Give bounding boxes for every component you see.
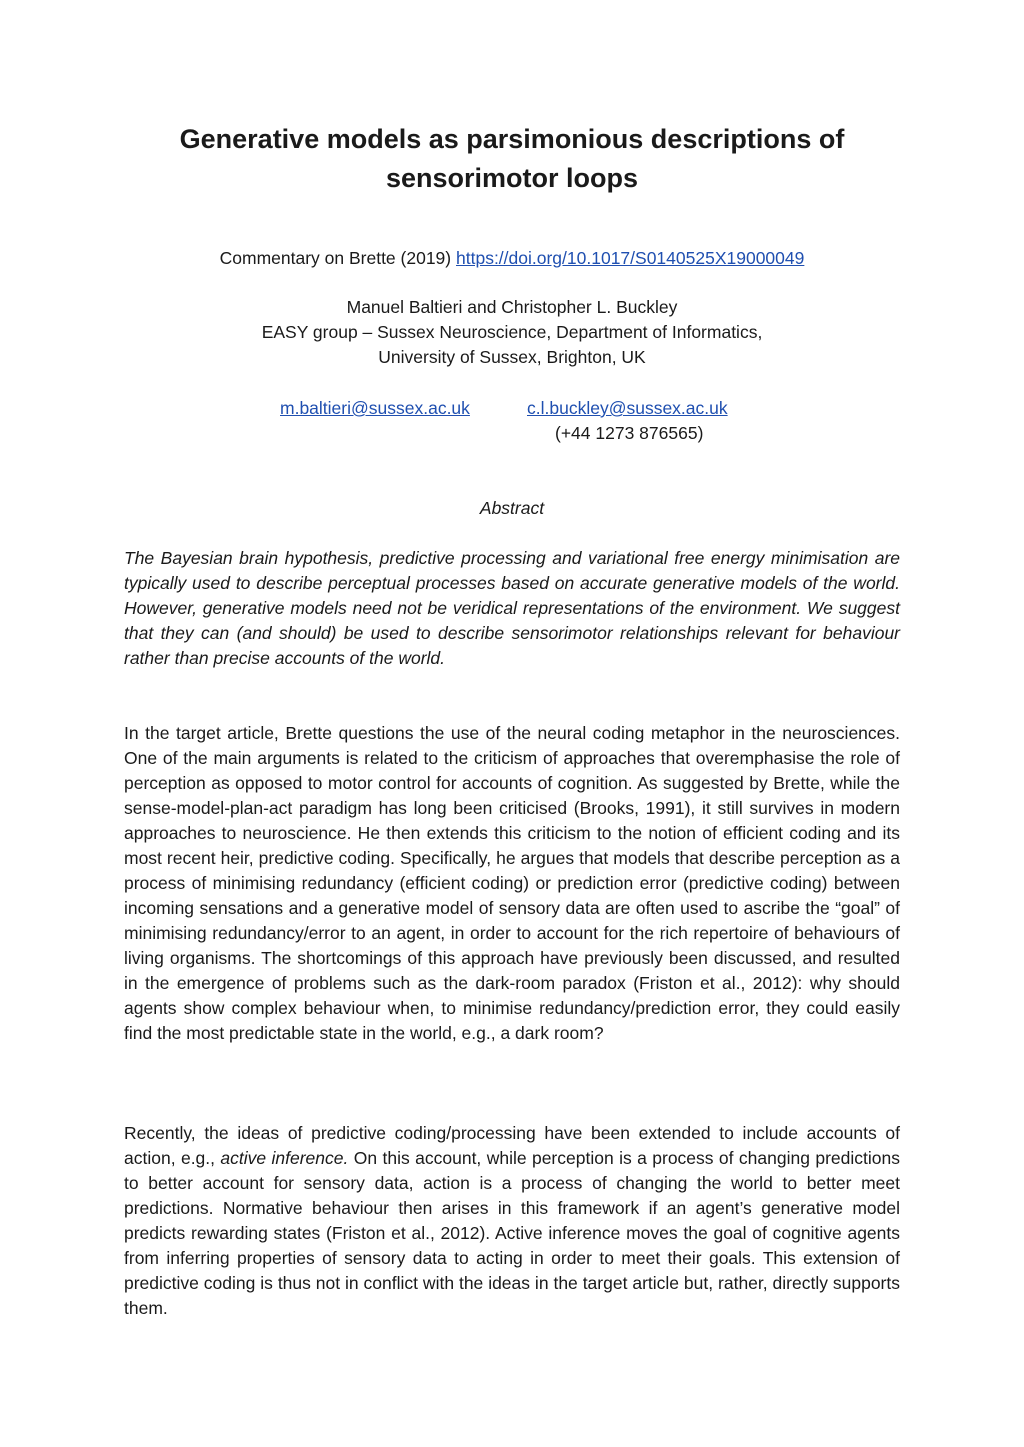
paragraph-2-text-b: On this account, while perception is a process of changing predictions to better account for sensory data, action is a process of changing the world to better meet predictions. Normative behaviour then arises in this framework if an agent’s generative model predicts rewarding states (Friston et al., 2012). Active inference moves the goal of cognitive agents from inferring properties of sensory data to acting in order to meet their goals. This extension of predictive coding is thus not in conflict with the ideas in the target article but, rather, directly supports them. — [124, 1148, 900, 1318]
affiliation-line-1: EASY group – Sussex Neuroscience, Department of Informatics, — [261, 322, 763, 342]
paragraph-2-text-a: Recently, the ideas of predictive coding/processing have been extended to include accounts of action, e.g., — [124, 1123, 900, 1168]
paper-title — [100, 120, 924, 198]
author-names: Manuel Baltieri and Christopher L. Buckley — [346, 297, 678, 317]
author-block — [100, 295, 924, 370]
email-baltieri-link[interactable]: m.baltieri@sussex.ac.uk — [280, 398, 470, 418]
commentary-prefix: Commentary on Brette (2019) — [219, 248, 452, 268]
body-paragraph-2 — [124, 1121, 900, 1321]
commentary-line — [100, 246, 924, 270]
abstract-text: The Bayesian brain hypothesis, predictive processing and variational free energy minimisation are typically used to describe perceptual processes based on accurate generative models of the world. However, generative models need not be veridical representations of the environment. We suggest that they can (and should) be used to describe sensorimotor relationships relevant for behaviour rather than precise accounts of the world. — [124, 548, 900, 668]
title-line-1: Generative models as parsimonious descriptions of — [179, 124, 845, 154]
abstract-heading: Abstract — [479, 498, 545, 518]
affiliation-line-2: University of Sussex, Brighton, UK — [378, 347, 646, 367]
email-buckley-link[interactable]: c.l.buckley@sussex.ac.uk — [527, 398, 728, 418]
paragraph-2-italic-term: active inference. — [220, 1148, 349, 1168]
title-line-2: sensorimotor loops — [385, 163, 639, 193]
phone-number: (+44 1273 876565) — [555, 423, 704, 443]
doi-link[interactable]: https://doi.org/10.1017/S0140525X19000049 — [456, 248, 805, 268]
body-paragraph-1: In the target article, Brette questions the use of the neural coding metaphor in the neurosciences. One of the main arguments is related to the criticism of approaches that overemphasise the role of perception as opposed to motor control for accounts of cognition. As suggested by Brette, while the sense-model-plan-act paradigm has long been criticised (Brooks, 1991), it still survives in modern approaches to neuroscience. He then extends this criticism to the notion of efficient coding and its most recent heir, predictive coding. Specifically, he argues that models that describe perception as a process of minimising redundancy (efficient coding) or prediction error (predictive coding) between incoming sensations and a generative model of sensory data are often used to ascribe the “goal” of minimising redundancy/error to an agent, in order to account for the rich repertoire of behaviours of living organisms. The shortcomings of this approach have previously been discussed, and resulted in the emergence of problems such as the dark-room paradox (Friston et al., 2012): why should agents show complex behaviour when, to minimise redundancy/prediction error, they could easily find the most predictable state in the world, e.g., a dark room? — [124, 723, 900, 1043]
